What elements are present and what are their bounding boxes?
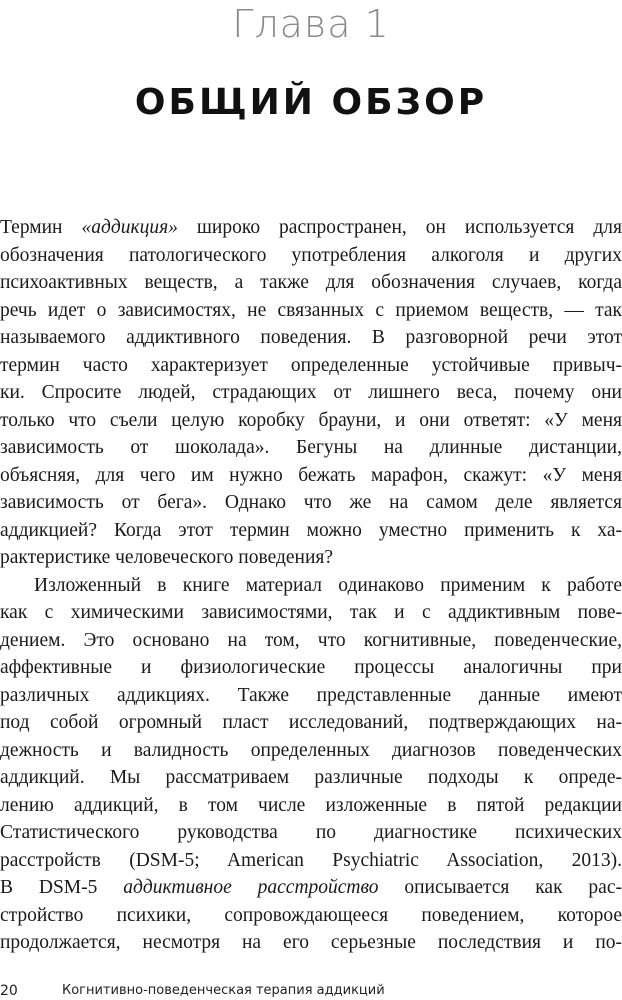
text-line [0,462,622,490]
text-line [0,627,622,655]
line-text: Термин [0,217,82,238]
chapter-label: Глава 1 [232,2,390,46]
paragraph-1 [0,214,622,572]
text-line [0,764,622,792]
line-text: широко распространен, он используется для [177,217,622,238]
text-line [0,242,622,270]
paragraph-2 [0,572,622,957]
text-line [0,379,622,407]
text-line [0,297,622,325]
line-text: В DSM-5 [0,877,124,898]
line-text: дежность и валидность определенных диагнозов поведенческих [0,739,622,761]
text-line [0,544,622,572]
line-text: описывается как рас- [378,877,622,898]
line-text: под собой огромный пласт исследований, подтверждающих на- [0,712,622,733]
line-text: Изложенный в книге материал одинаково применим к работе [34,574,622,596]
line-text: психоактивных веществ, а также для обозначения случаев, когда [0,272,622,293]
text-line [0,434,622,462]
line-text: речь идет о зависимостях, не связанных с приемом веществ, — так [0,299,622,321]
line-text: дением. Это основано на том, что когнитивные, поведенческие, [0,629,622,651]
text-line [0,819,622,847]
chapter-title: ОБЩИЙ ОБЗОР [134,82,488,123]
text-line [0,269,622,297]
line-text: аддикцией? Когда этот термин можно уместно применить к ха- [0,519,622,541]
text-line [0,654,622,682]
line-text: расстройств (DSM-5; American Psychiatric Association, 2013). [0,849,622,871]
text-line [0,682,622,710]
line-text: продолжается, несмотря на его серьезные последствия и по- [0,932,622,953]
text-line [0,929,622,957]
text-line [0,709,622,737]
text-line [0,214,622,242]
text-line [0,407,622,435]
line-text: термин часто характеризует определенные устойчивые привыч- [0,354,622,376]
text-line [0,874,622,902]
text-line [0,902,622,930]
line-text: только что съели целую коробку брауни, и они ответят: «У меня [0,409,622,431]
line-text: как с химическими зависимостями, так и с аддиктивным пове- [0,602,622,623]
running-title: Когнитивно-поведенческая терапия аддикций [62,983,385,998]
line-text: аффективные и физиологические процессы аналогичны при [0,657,622,678]
line-text: зависимость от шоколада». Бегуны на длинные дистанции, [0,437,622,458]
line-text: зависимость от бега». Однако что же на самом деле является [0,492,622,513]
line-text: стройство психики, сопровождающееся поведением, которое [0,904,622,926]
line-text: называемого аддиктивного поведения. В разговорной речи этот [0,327,622,348]
page-number: 20 [0,983,18,999]
line-text: ки. Спросите людей, страдающих от лишнего веса, почему они [0,382,622,403]
emphasis-text: «аддикция» [81,217,178,238]
line-text: обозначения патологического употребления алкоголя и других [0,244,622,266]
text-line [0,489,622,517]
text-line [0,792,622,820]
text-line [0,324,622,352]
text-line [0,599,622,627]
text-line [0,352,622,380]
text-line [0,737,622,765]
line-text: объясняя, для чего им нужно бежать марафон, скажут: «У меня [0,464,622,486]
body-text [0,214,622,957]
line-text: Статистического руководства по диагностике психических [0,822,622,843]
line-text: лению аддикций, в том числе изложенные в пятой редакции [0,794,622,816]
line-text: аддикций. Мы рассматриваем различные подходы к опреде- [0,767,622,788]
line-text: различных аддикциях. Также представленные данные имеют [0,684,622,706]
line-text: рактеристике человеческого поведения? [0,547,334,568]
text-line [0,847,622,875]
emphasis-text: аддиктивное расстройство [123,877,379,898]
text-line [0,572,622,600]
text-line [0,517,622,545]
